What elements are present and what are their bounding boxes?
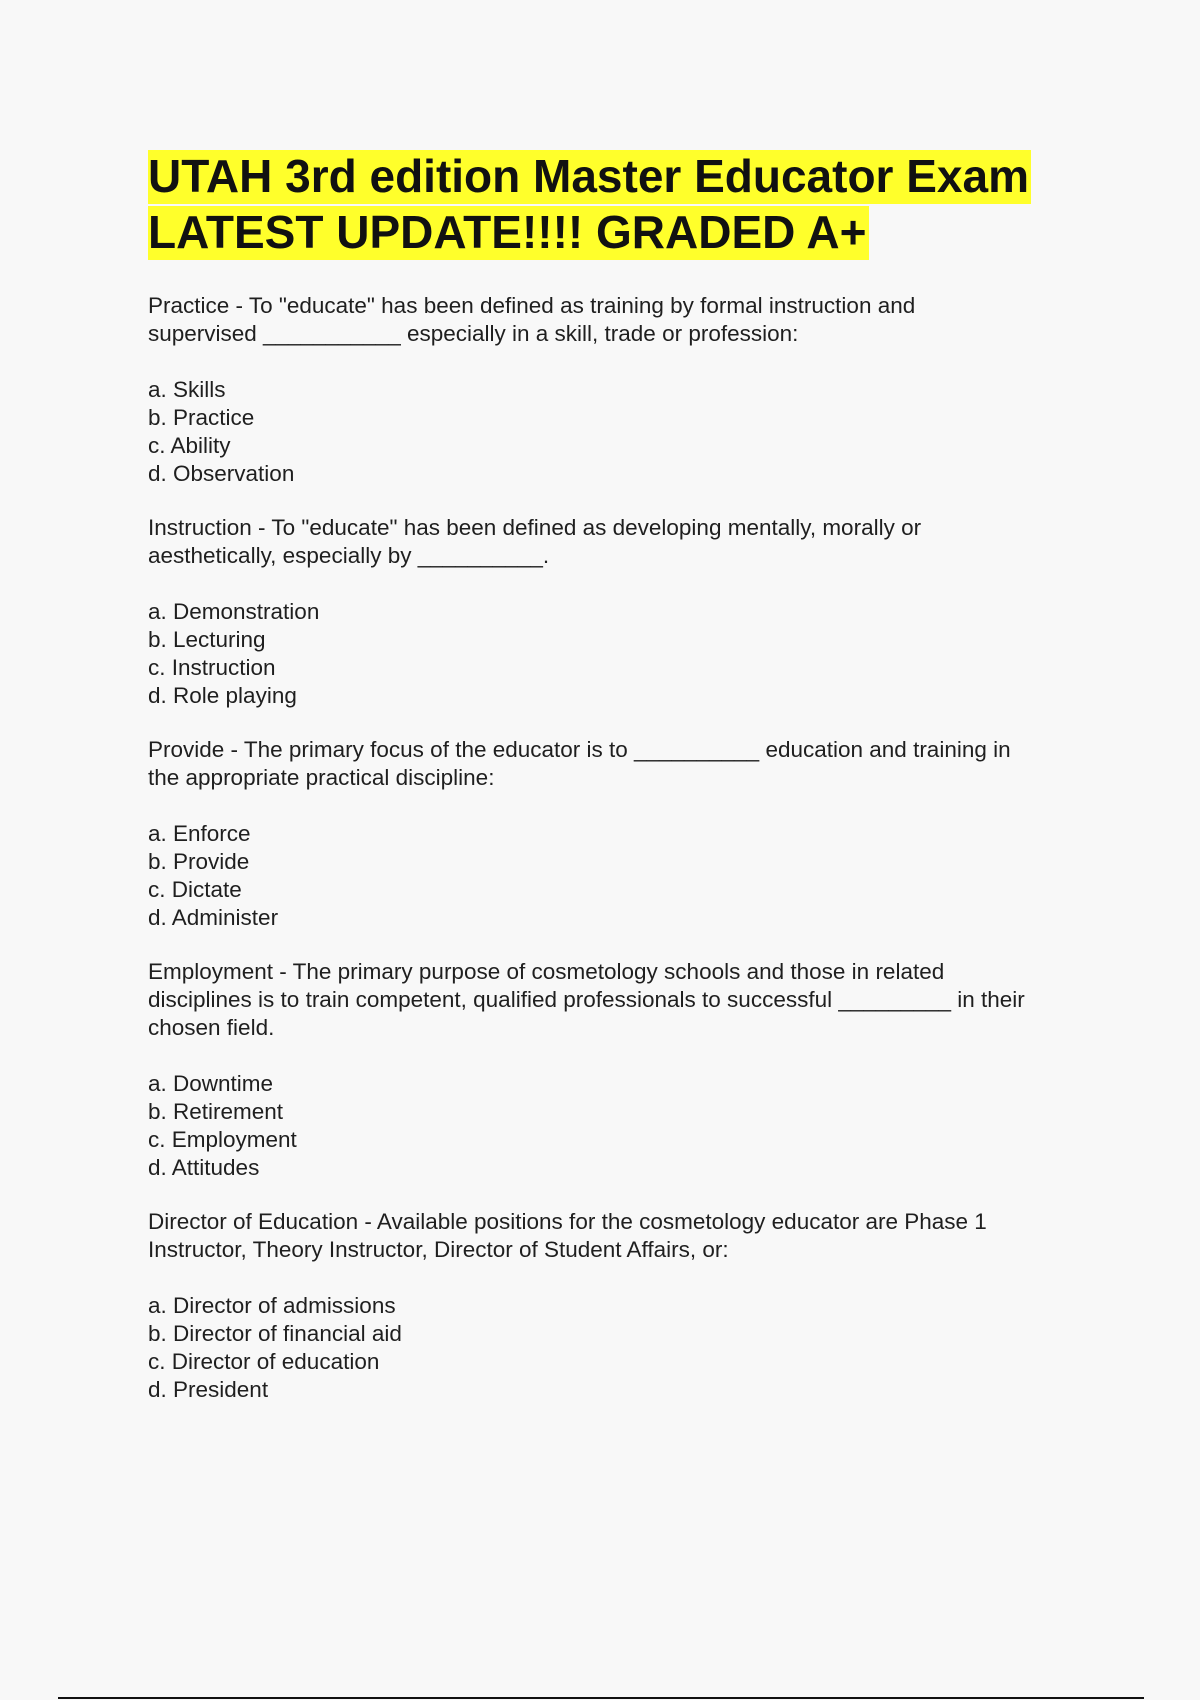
question-block	[148, 1208, 1098, 1404]
answer-option: c. Dictate	[148, 877, 242, 902]
answer-option: c. Instruction	[148, 655, 276, 680]
footer-divider	[58, 1697, 1144, 1699]
answer-option: b. Director of financial aid	[148, 1321, 402, 1346]
answer-option: b. Provide	[148, 849, 250, 874]
question-line: aesthetically, especially by __________.	[148, 543, 550, 568]
answer-options	[148, 1070, 1098, 1182]
answer-options	[148, 1292, 1098, 1404]
title-line-1: UTAH 3rd edition Master Educator Exam	[148, 150, 1029, 202]
answer-option: d. Observation	[148, 461, 295, 486]
question-text	[148, 514, 1098, 570]
question-line: Provide - The primary focus of the educator is to __________ education and training in	[148, 737, 1011, 762]
answer-option: d. Administer	[148, 905, 279, 930]
question-line: disciplines is to train competent, qualified professionals to successful _________ in their	[148, 987, 1025, 1012]
answer-option: c. Ability	[148, 433, 231, 458]
question-line: Instructor, Theory Instructor, Director of Student Affairs, or:	[148, 1237, 729, 1262]
answer-options	[148, 598, 1098, 710]
answer-option: b. Retirement	[148, 1099, 284, 1124]
question-text	[148, 958, 1098, 1042]
question-block	[148, 292, 1098, 488]
question-line: Director of Education - Available positions for the cosmetology educator are Phase 1	[148, 1209, 987, 1234]
question-line: Instruction - To "educate" has been defined as developing mentally, morally or	[148, 515, 922, 540]
question-line: Practice - To "educate" has been defined as training by formal instruction and	[148, 293, 916, 318]
answer-option: a. Downtime	[148, 1071, 274, 1096]
answer-option: c. Director of education	[148, 1349, 380, 1374]
question-line: supervised ___________ especially in a skill, trade or profession:	[148, 321, 799, 346]
answer-option: d. Role playing	[148, 683, 297, 708]
question-line: the appropriate practical discipline:	[148, 765, 495, 790]
question-block	[148, 514, 1098, 710]
answer-options	[148, 820, 1098, 932]
answer-option: d. Attitudes	[148, 1155, 260, 1180]
answer-option: a. Enforce	[148, 821, 251, 846]
question-text	[148, 1208, 1098, 1264]
document-title	[148, 148, 1098, 260]
answer-option: c. Employment	[148, 1127, 297, 1152]
answer-option: b. Lecturing	[148, 627, 266, 652]
title-line-2: LATEST UPDATE!!!! GRADED A+	[148, 206, 867, 258]
question-text	[148, 292, 1098, 348]
question-block	[148, 736, 1098, 932]
question-line: chosen field.	[148, 1015, 275, 1040]
title-highlight	[148, 150, 1031, 260]
answer-option: a. Skills	[148, 377, 226, 402]
answer-options	[148, 376, 1098, 488]
answer-option: a. Director of admissions	[148, 1293, 396, 1318]
question-text	[148, 736, 1098, 792]
answer-option: b. Practice	[148, 405, 255, 430]
answer-option: d. President	[148, 1377, 269, 1402]
question-block	[148, 958, 1098, 1182]
answer-option: a. Demonstration	[148, 599, 320, 624]
question-line: Employment - The primary purpose of cosmetology schools and those in related	[148, 959, 945, 984]
document-content	[148, 148, 1098, 1404]
